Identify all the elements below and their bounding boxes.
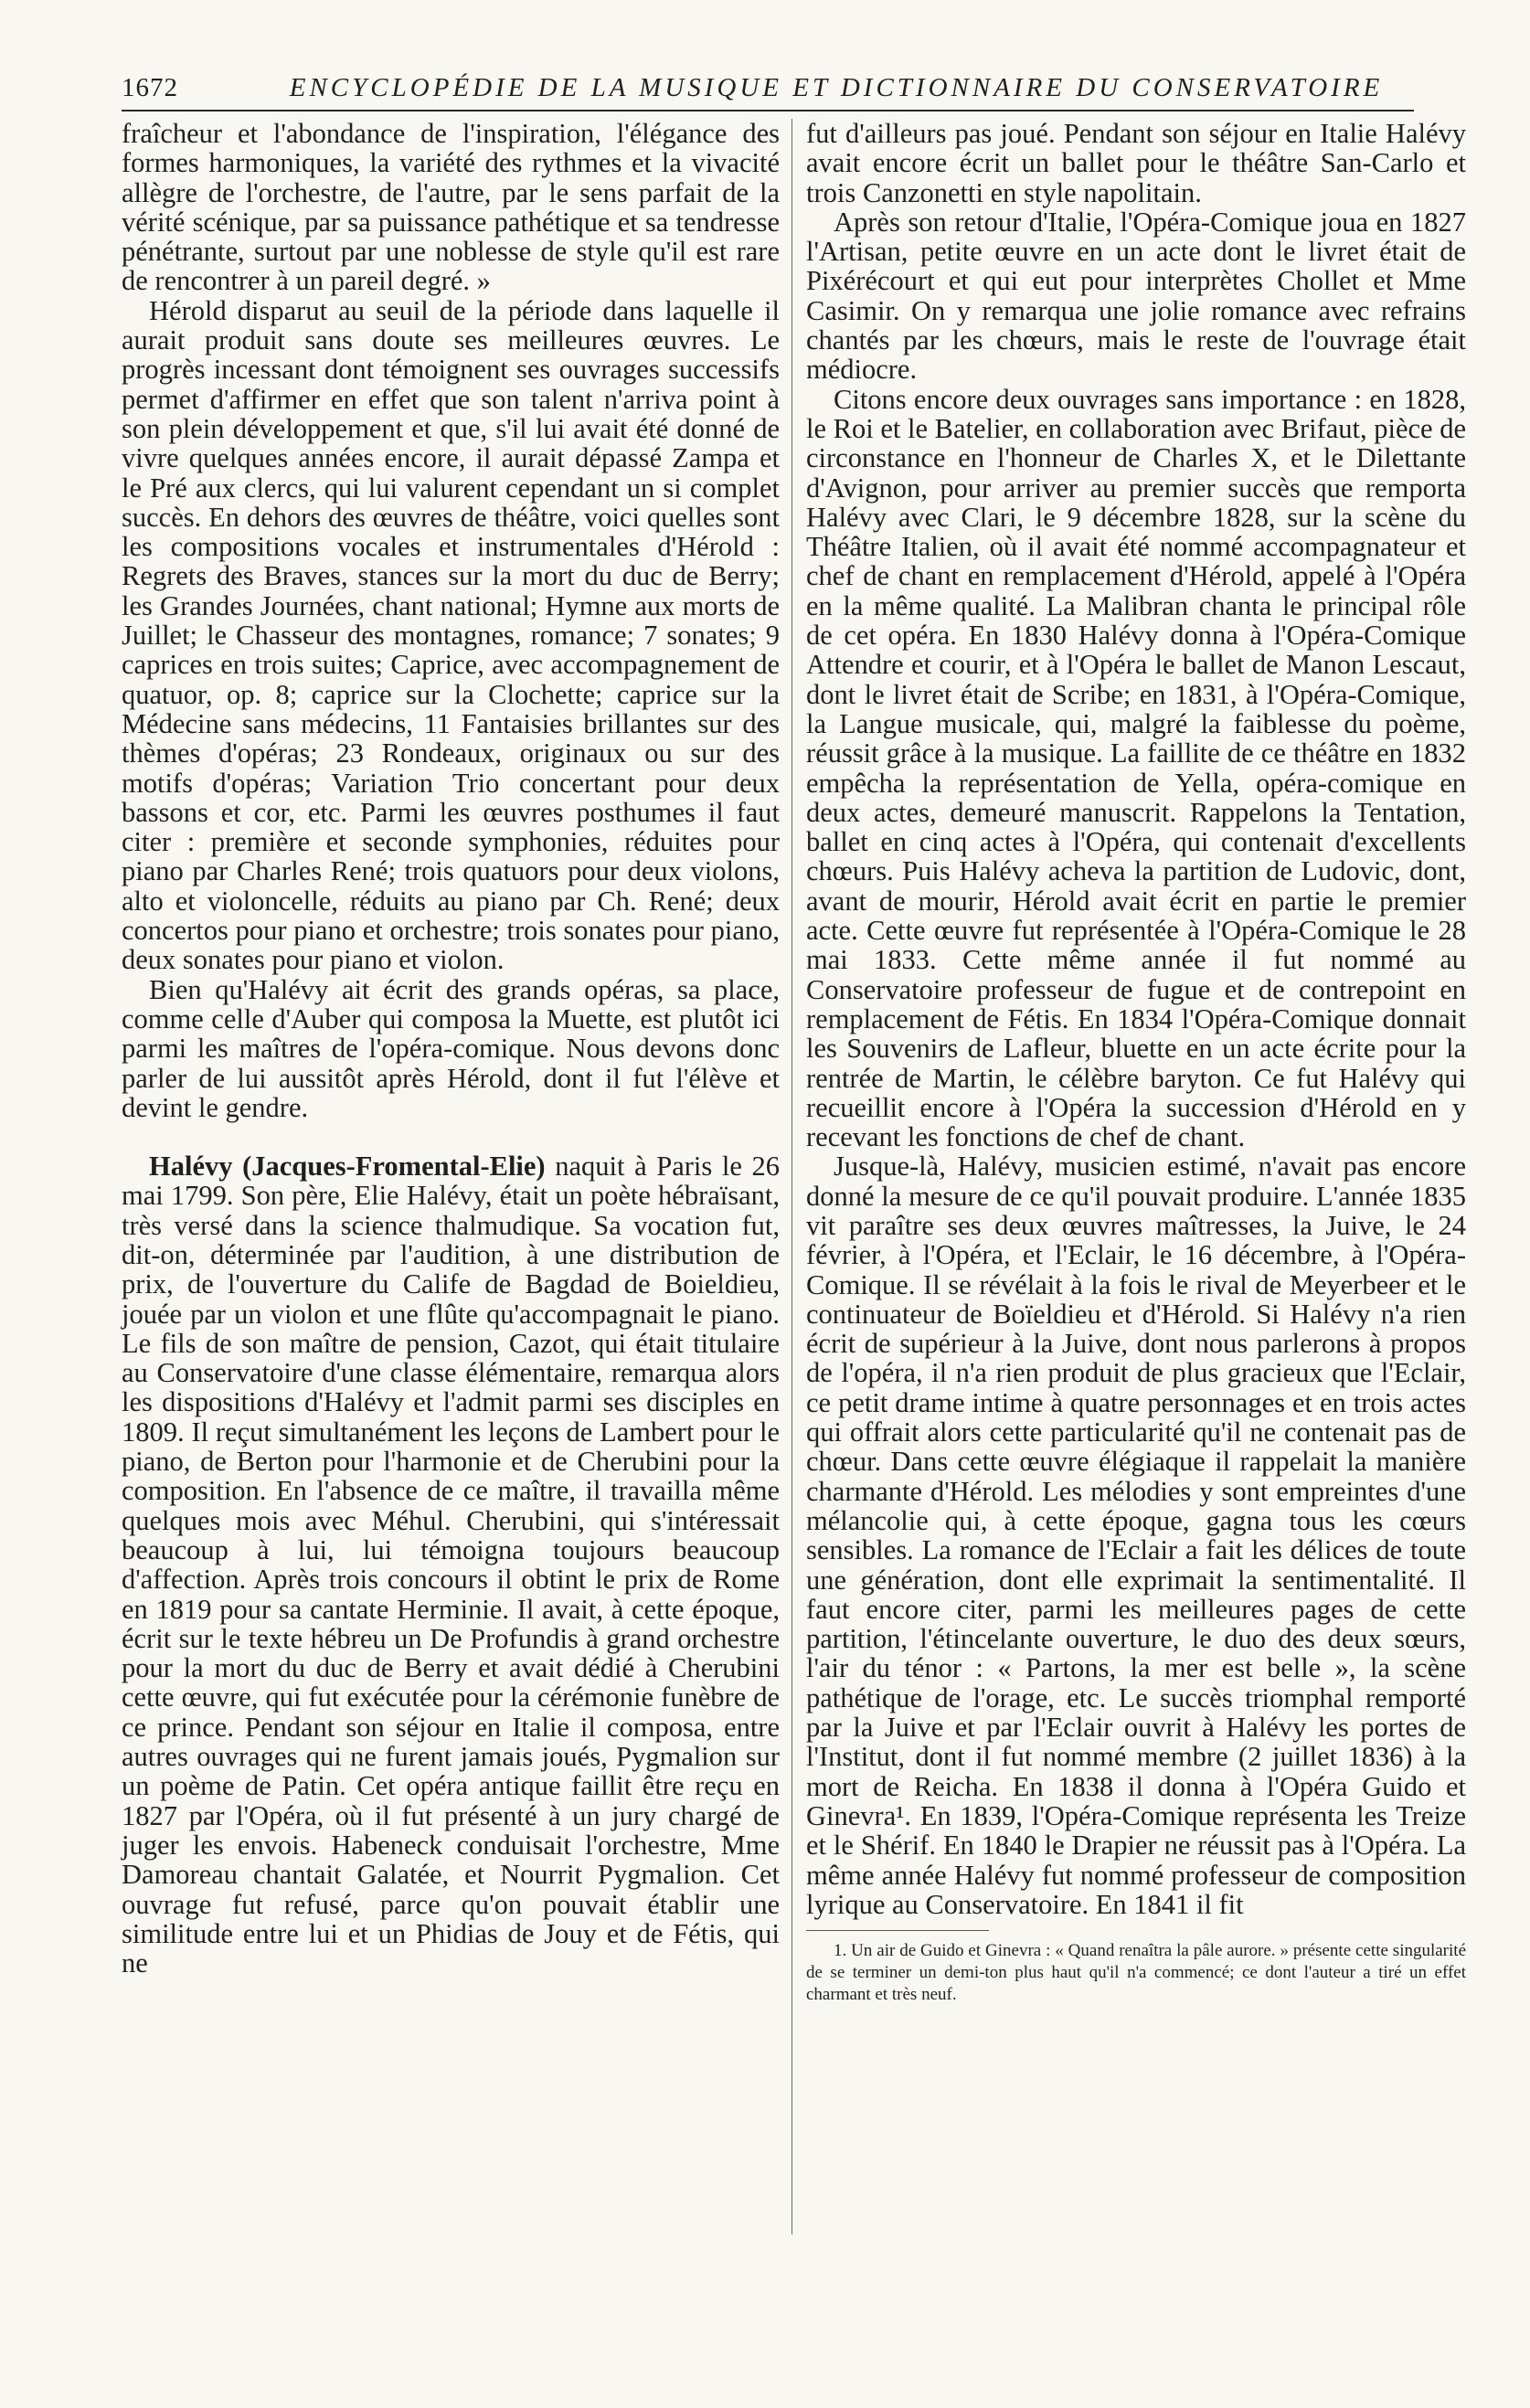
entry-heading-halevy: Halévy (Jacques-Fromental-Elie)	[149, 1151, 546, 1183]
left-paragraph-2: Hérold disparut au seuil de la période dans laquelle il aurait produit sans doute ses meilleures œuvres. Le progrès incessant dont témoignent ses ouvrages successifs permet d'affirmer en effet que son talent n'arriva point à son plein développement et que, s'il lui avait été donné de vivre quelques années encore, il aurait dépassé Zampa et le Pré aux clercs, qui lui valurent cependant un si complet succès. En dehors des œuvres de théâtre, voici quelles sont les compositions vocales et instrumentales d'Hérold : Regrets des Braves, stances sur la mort du duc de Berry; les Grandes Journées, chant national; Hymne aux morts de Juillet; le Chasseur des montagnes, romance; 7 sonates; 9 caprices en trois suites; Caprice, avec accompagnement de quatuor, op. 8; caprice sur la Clochette; caprice sur la Médecine sans médecins, 11 Fantaisies brillantes sur des thèmes d'opéras; 23 Rondeaux, originaux ou sur des motifs d'opéras; Variation Trio concertant pour deux bassons et cor, etc. Parmi les œuvres posthumes il faut citer : première et seconde symphonies, réduites pour piano par Charles René; trois quatuors pour deux violons, alto et violoncelle, réduits au piano par Ch. René; deux concertos pour piano et orchestre; trois sonates pour piano, deux sonates pour piano et violon.	[122, 294, 780, 976]
footnote-rule	[806, 1930, 989, 1931]
footnote: 1. Un air de Guido et Ginevra : « Quand renaîtra la pâle aurore. » présente cette singularité de se terminer un demi-ton plus haut qu'il n'a commencé; ce dont l'auteur a tiré un effet charmant et très neuf.	[806, 1941, 1466, 2005]
right-paragraph-1: fut d'ailleurs pas joué. Pendant son séjour en Italie Halévy avait encore écrit un ballet pour le théâtre San-Carlo et trois Canzonetti en style napolitain.	[806, 118, 1466, 208]
left-paragraph-1: fraîcheur et l'abondance de l'inspiration, l'élégance des formes harmoniques, la variété des rythmes et la vivacité allègre de l'orchestre, de l'autre, par le sens parfait de la vérité scénique, par sa puissance pathétique et sa tendresse pénétrante, surtout par une noblesse de style qu'il est rare de rencontrer à un pareil degré. »	[122, 118, 780, 297]
left-paragraph-4	[122, 1151, 780, 1978]
running-title: ENCYCLOPÉDIE DE LA MUSIQUE ET DICTIONNAIRE DU CONSERVATOIRE	[289, 73, 1384, 102]
right-column	[806, 119, 1466, 2385]
left-paragraph-4-text: naquit à Paris le 26 mai 1799. Son père, Elie Halévy, était un poète hébraïsant, très versé dans la science thalmudique. Sa vocation fut, dit-on, déterminée par l'audition, à une distribution de prix, de l'ouverture du Calife de Bagdad de Boieldieu, jouée par un violon et une flûte qu'accompagnait le piano. Le fils de son maître de pension, Cazot, qui était titulaire au Conservatoire d'une classe élémentaire, remarqua alors les dispositions d'Halévy et l'admit parmi ses disciples en 1809. Il reçut simultanément les leçons de Lambert pour le piano, de Berton pour l'harmonie et de Cherubini pour la composition. En l'absence de ce maître, il travailla même quelques mois avec Méhul. Cherubini, qui s'intéressait beaucoup à lui, lui témoigna toujours beaucoup d'affection. Après trois concours il obtint le prix de Rome en 1819 pour sa cantate Herminie. Il avait, à cette époque, écrit sur le texte hébreu un De Profundis à grand orchestre pour la mort du duc de Berry et avait dédié à Cherubini cette œuvre, qui fut exécutée pour la cérémonie funèbre de ce prince. Pendant son séjour en Italie il composa, entre autres ouvrages qui ne furent jamais joués, Pygmalion sur un poème de Patin. Cet opéra antique faillit être reçu en 1827 par l'Opéra, où il fut présenté à un jury chargé de juger les envois. Habeneck conduisait l'orchestre, Mme Damoreau chantait Galatée, et Nourrit Pygmalion. Cet ouvrage fut refusé, parce qu'on pouvait établir une similitude entre lui et un Phidias de Jouy et de Fétis, qui ne	[122, 1151, 780, 1979]
left-column	[122, 119, 780, 2385]
right-paragraph-2: Après son retour d'Italie, l'Opéra-Comique joua en 1827 l'Artisan, petite œuvre en un acte dont le livret était de Pixérécourt et qui eut pour interprètes Chollet et Mme Casimir. On y remarqua une jolie romance avec refrains chantés par les chœurs, mais le reste de l'ouvrage était médiocre.	[806, 206, 1466, 386]
right-paragraph-4: Jusque-là, Halévy, musicien estimé, n'avait pas encore donné la mesure de ce qu'il pouvait produire. L'année 1835 vit paraître ses deux œuvres maîtresses, la Juive, le 24 février, à l'Opéra, et l'Eclair, le 16 décembre, à l'Opéra-Comique. Il se révélait à la fois le rival de Meyerbeer et le continuateur de Boïeldieu et d'Hérold. Si Halévy n'a rien écrit de supérieur à la Juive, dont nous parlerons à propos de l'opéra, il n'a rien produit de plus gracieux que l'Eclair, ce petit drame intime à quatre personnages et en trois actes qui offrait alors cette particularité qu'il ne contenait pas de chœur. Dans cette œuvre élégiaque il rappelait la manière charmante d'Hérold. Les mélodies y sont empreintes d'une mélancolie qui, à cette époque, gagna tous les cœurs sensibles. La romance de l'Eclair a fait les délices de toute une génération, dont elle exprimait la sentimentalité. Il faut encore citer, parmi les meilleures pages de cette partition, l'étincelante ouverture, le duo des deux sœurs, l'air du ténor : « Partons, la mer est belle », la scène pathétique de l'orage, etc. Le succès triomphal remporté par la Juive et par l'Eclair ouvrit à Halévy les portes de l'Institut, dont il fut nommé membre (2 juillet 1836) à la mort de Reicha. En 1838 il donna à l'Opéra Guido et Ginevra¹. En 1839, l'Opéra-Comique représenta les Treize et le Shérif. En 1840 le Drapier ne réussit pas à l'Opéra. La même année Halévy fut nommé professeur de composition lyrique au Conservatoire. En 1841 il fit	[806, 1151, 1466, 1920]
page-number: 1672	[122, 73, 178, 102]
left-paragraph-3: Bien qu'Halévy ait écrit des grands opéras, sa place, comme celle d'Auber qui composa la Muette, est plutôt ici parmi les maîtres de l'opéra-comique. Nous devons donc parler de lui aussitôt après Hérold, dont il fut l'élève et devint le gendre.	[122, 973, 780, 1123]
running-header	[122, 69, 1414, 111]
right-paragraph-3: Citons encore deux ouvrages sans importance : en 1828, le Roi et le Batelier, en collaboration avec Brifaut, pièce de circonstance en l'honneur de Charles X, et le Dilettante d'Avignon, pour arriver au premier succès que remporta Halévy avec Clari, le 9 décembre 1828, sur la scène du Théâtre Italien, où il avait été nommé accompagnateur et chef de chant en remplacement d'Hérold, appelé à l'Opéra en la même qualité. La Malibran chanta le principal rôle de cet opéra. En 1830 Halévy donna à l'Opéra-Comique Attendre et courir, et à l'Opéra le ballet de Manon Lescaut, dont le livret était de Scribe; en 1831, à l'Opéra-Comique, la Langue musicale, qui, malgré la faiblesse du poème, réussit grâce à la musique. La faillite de ce théâtre en 1832 empêcha la représentation de Yella, opéra-comique en deux actes, demeuré manuscrit. Rappelons la Tentation, ballet en cinq actes à l'Opéra, qui contenait d'excellents chœurs. Puis Halévy acheva la partition de Ludovic, dont, avant de mourir, Hérold avait écrit en partie le premier acte. Cette œuvre fut représentée à l'Opéra-Comique le 28 mai 1833. Cette même année il fut nommé au Conservatoire professeur de fugue et de contrepoint en remplacement de Fétis. En 1834 l'Opéra-Comique donnait les Souvenirs de Lafleur, bluette en un acte écrite pour la rentrée de Martin, le célèbre baryton. Ce fut Halévy qui recueillit encore à l'Opéra la succession d'Hérold en y recevant les fonctions de chef de chant.	[806, 383, 1466, 1153]
